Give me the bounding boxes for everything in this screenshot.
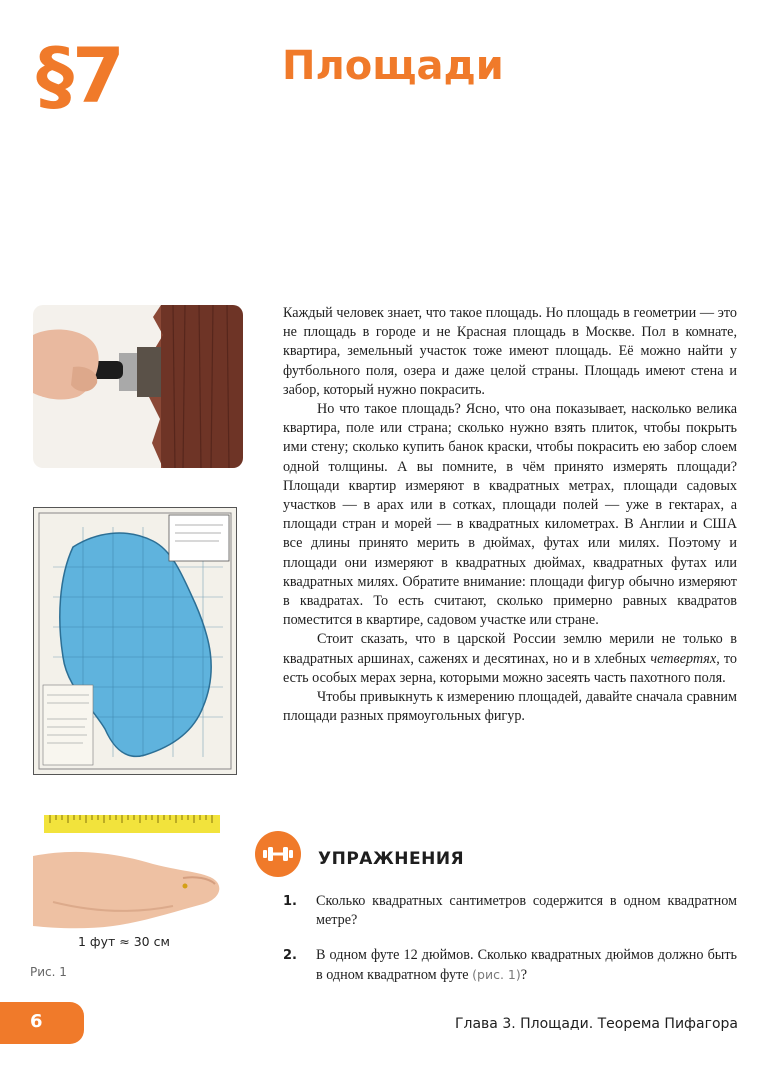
page-number-tab — [0, 1002, 84, 1044]
dumbbell-icon — [255, 831, 301, 877]
paragraph — [283, 630, 737, 688]
paragraph-text: Стоит сказать, что в царской России землю мерили не только в квадратных аршинах, саженях и десятинах, но и в хлебных — [283, 631, 737, 667]
exercise-text-wrap — [316, 946, 737, 985]
page-title: Площади — [282, 43, 504, 89]
paragraph: Чтобы привыкнуть к измерению площадей, давайте сначала сравним площади разных прямоугольных фигур. — [283, 689, 737, 725]
exercises-heading: УПРАЖНЕНИЯ — [318, 849, 465, 869]
exercise-number: 2. — [283, 948, 297, 963]
paragraph: Каждый человек знает, что такое площадь. Но площадь в геометрии — это не площадь в городе и не Красная площадь в Москве. Пол в комнате, квартира, земельный участок тоже имеют площадь. Её можно найти у футбольного поля, озера и даже целой страны. Площадь имеют стена и забор, который нужно покрасить. — [283, 305, 737, 398]
paint-brush-photo — [33, 305, 243, 468]
figure-label: Рис. 1 — [30, 965, 67, 979]
exercise-text-end: ? — [520, 967, 528, 984]
body-text — [283, 304, 737, 726]
ruler-photo — [44, 815, 220, 833]
exercise-item — [283, 892, 737, 930]
exercise-text: В одном футе 12 дюймов. Сколько квадратных дюймов должно быть в одном квадратном футе — [316, 947, 737, 984]
foot-photo — [33, 842, 223, 932]
foot-caption: 1 фут ≈ 30 см — [78, 934, 170, 949]
figure-reference: (рис. 1) — [472, 967, 521, 983]
exercise-number: 1. — [283, 894, 297, 909]
lake-map-photo — [33, 507, 237, 775]
paragraph: Но что такое площадь? Ясно, что она показывает, насколько велика квартира, поле или страна; сколько нужно взять плиток, чтобы покрыть ими стену; сколько купить банок краски, чтобы покрасить ею забор слоем одной толщины. А вы помните, в чём принято измерять площади? Площади квартир измеряют в квадратных метрах, площади садовых участков — в арах или в сотках, площади полей — уже в гектарах, а площади стран и морей — в квадратных километрах. В Англии и США все длины принято мерить в дюймах, футах или милях. Поэтому и площади они измеряют в квадратных дюймах, квадратных футах или квадратных милях. Обратите внимание: площади фигур обычно измеряют в квадратах. То есть считают, сколько примерно равных квадратов поместится в квартире, садовом участке или стране. — [283, 401, 737, 629]
running-head: Глава 3. Площади. Теорема Пифагора — [454, 1016, 738, 1032]
exercise-text: Сколько квадратных сантиметров содержится в одном квадратном метре? — [316, 893, 737, 929]
section-number: §7 — [36, 31, 123, 120]
page-number: 6 — [30, 1011, 43, 1032]
paragraph-text: , то есть особых мерах зерна, которыми можно засеять часть пахотного поля. — [283, 650, 738, 686]
exercise-item — [283, 946, 737, 985]
emphasized-term: четвертях — [650, 650, 717, 667]
